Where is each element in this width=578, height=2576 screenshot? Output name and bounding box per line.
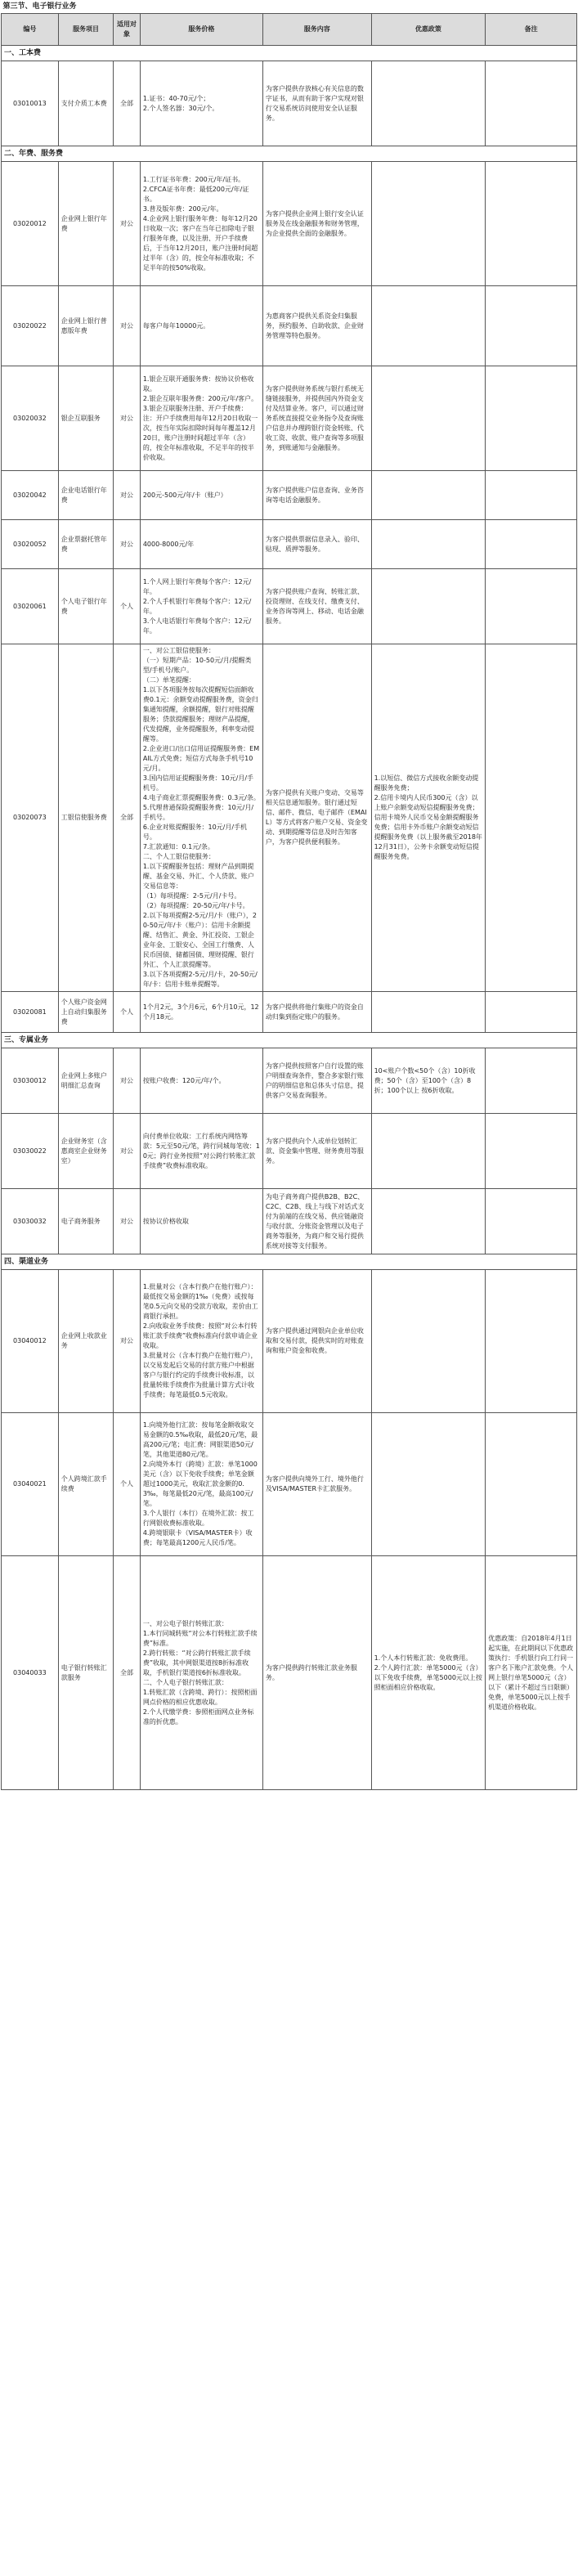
cell-id: 03020022 (2, 286, 59, 366)
cell-id: 03030012 (2, 1048, 59, 1114)
cell-content: 为客户提供向境外工行、境外他行及VISA/MASTER卡汇款服务。 (262, 1413, 371, 1556)
section-label: 四、渠道业务 (2, 1254, 577, 1270)
table-row (2, 61, 577, 146)
cell-service: 企业网上收款业务 (58, 1270, 113, 1413)
cell-policy (371, 569, 486, 644)
cell-service: 个人跨境汇款手续费 (58, 1413, 113, 1556)
cell-policy (371, 1413, 486, 1556)
cell-id: 03040012 (2, 1270, 59, 1413)
cell-service: 工银信使服务费 (58, 644, 113, 992)
cell-id: 03020073 (2, 644, 59, 992)
cell-id: 03020012 (2, 162, 59, 286)
cell-content: 为客户提供票据信息录入、验印、贴现、质押等服务。 (262, 520, 371, 569)
cell-service: 电子商务服务 (58, 1189, 113, 1254)
cell-service: 个人电子银行年费 (58, 569, 113, 644)
fee-table (1, 0, 577, 1790)
cell-content: 为客户提供存放核心有关信息的数字证书，从而有助于客户实现对银行交易系统访问使用安全认证服务。 (262, 61, 371, 146)
cell-target: 对公 (114, 162, 141, 286)
cell-service: 企业电话银行年费 (58, 471, 113, 520)
cell-policy (371, 1270, 486, 1413)
cell-note (486, 1413, 577, 1556)
header-row (2, 14, 577, 46)
cell-service: 企业网上银行年费 (58, 162, 113, 286)
cell-content: 为客户提供财务系统与银行系统无缝链接服务，并提供国内外资金支付及结算业务。客户，可以通过财务系统直接提交业务指令及查询账户信息并办理跨银行资金转账、代收工资、收款、账户查询等多项服务，到账通知与金融服务。 (262, 366, 371, 471)
cell-service: 企业票据托管年费 (58, 520, 113, 569)
table-row (2, 1556, 577, 1790)
table-row (2, 644, 577, 992)
cell-policy (371, 992, 486, 1033)
cell-policy (371, 1189, 486, 1254)
cell-note (486, 644, 577, 992)
cell-service: 企业财务室（含惠商室企业财务室） (58, 1114, 113, 1189)
page-title: 第三节、电子银行业务 (2, 2, 77, 11)
table-row (2, 520, 577, 569)
cell-note: 优惠政策：自2018年4月1日起实施，在此期间以下优惠政策执行：手机银行向工行同一客户名下账户汇款免费。个人网上银行单笔5000元（含）以下（累计不超过当日限额）免费，单笔5000元以上按手机渠道价格收取。 (486, 1556, 577, 1790)
section-row (2, 1254, 577, 1270)
cell-policy (371, 286, 486, 366)
cell-policy (371, 366, 486, 471)
cell-id: 03010013 (2, 61, 59, 146)
cell-target: 个人 (114, 569, 141, 644)
cell-note (486, 992, 577, 1033)
cell-content: 为客户提供账户查询、转账汇款、投资理财、在线支付、缴费支付、业务咨询等网上、移动、电话金融服务。 (262, 569, 371, 644)
header-target: 适用对象 (114, 14, 141, 46)
cell-price: 每客户每年10000元。 (140, 286, 262, 366)
cell-id: 03020052 (2, 520, 59, 569)
cell-content: 为客户提供按照客户自行设置的账户明细查询条件，整合多家银行账户的明细信息和总体头寸信息，提供客户交易查询服务。 (262, 1048, 371, 1114)
cell-target: 全部 (114, 61, 141, 146)
cell-content: 为客户提供有关账户变动、交易等相关信息通知服务。银行通过短信、邮件、微信、电子邮件（EMAIL）等方式将客户账户交易、资金变动、到期提醒等信息及时告知客户，为客户提供便利服务。 (262, 644, 371, 992)
cell-target: 对公 (114, 471, 141, 520)
cell-service: 个人账户资金网上自动归集服务费 (58, 992, 113, 1033)
cell-note (486, 61, 577, 146)
cell-price: 1个月2元，3个月6元，6个月10元，12个月18元。 (140, 992, 262, 1033)
cell-note (486, 520, 577, 569)
cell-policy: 10<账户个数<50个（含）10折收费；50个（含）至100个（含）8折；100个以上 按6折收取。 (371, 1048, 486, 1114)
cell-content: 为客户提供向个人或单位划转汇款、资金集中管理、财务费用等服务。 (262, 1114, 371, 1189)
cell-service: 银企互联服务 (58, 366, 113, 471)
cell-content: 为客户提供将他行集账户的资金自动归集到指定账户的服务。 (262, 992, 371, 1033)
cell-target: 全部 (114, 1556, 141, 1790)
cell-id: 03040033 (2, 1556, 59, 1790)
cell-policy (371, 1114, 486, 1189)
cell-target: 对公 (114, 1270, 141, 1413)
cell-price: 一、对公工银信使服务： （一）短期产品：10-50元/月/提醒类型/手机号/账户。 （二）单笔提醒： 1.以下各项服务按每次提醒短信面额收费0.1元：余额变动提醒服务费，资金归集通知提醒，余额提醒，银行对账提醒服务；贷款提醒服务；理财产品提醒，代发提醒，业务提醒服务，利率变动提醒等。 2.企业进口/出口信用证提醒服务费：EMAIL方式免费；短信方式每条手机号10元/月。 3.国内信用证提醒服务费：10元/月/手机号。 4.电子商业汇票提醒服务费：0.3元/条。 5.代理普通保险提醒服务费：10元/月/手机号。 6.企业对账提醒服务：10元/月/手机号。 7.汇款通知：0.1元/条。 二、个人工银信使服务： 1.以下提醒服务包括：理财产品到期提醒、基金交易、外汇、个人贷款、账户交易信息等： （1）每项提醒：2-5元/月/卡号。 （2）每项提醒：20-50元/年/卡号。 2.以下每项提醒2-5元/月/卡（账户），20-50元/年/卡（账户）：信用卡余额提醒、结售汇、黄金、外汇投资、工银企业年金、工银安心、全国工行缴费、人民币国债、储蓄国债、理财提醒、银行外汇、个人汇款提醒等。 3.以下各项提醒2-5元/月/卡，20-50元/年/卡：信用卡账单提醒等。 (140, 644, 262, 992)
cell-price: 1.银企互联开通服务费：按协议价格收取。 2.银企互联年服务费：200元/年/客户。 3.银企互联服务注册、开户手续费：注：开户手续费用每年12月20日收取一次，按当年实际扣除时间每年覆盖12月20日，账户注册时间超过半年（含）的，按全年标准收取，不足半年的按半价收取。 (140, 366, 262, 471)
table-row (2, 1114, 577, 1189)
table-row (2, 1048, 577, 1114)
section-label: 二、年费、服务费 (2, 146, 577, 162)
cell-price: 1.工行证书年费：200元/年/证书。 2.CFCA证书年费：最低200元/年/证书。 3.普及版年费：200元/年。 4.企业网上银行服务年费：每年12月20日收取一次；客户在当年已扣除电子银行服务年费，以及注册、开户手续费后，于当年12月20日，账户注册时间超过半年（含）的，按全年标准收取；不足半年的按50%收取。 (140, 162, 262, 286)
cell-policy: 1.以短信、微信方式接收余额变动提醒服务免费； 2.信用卡境内人民币300元（含）以上账户余额变动短信提醒服务免费；信用卡境外人民币交易金额提醒服务免费；信用卡外币账户余额变动短信提醒服务免费（以上服务截至2018年12月31日），公务卡余额变动短信提醒服务免费。 (371, 644, 486, 992)
header-id: 编号 (2, 14, 59, 46)
cell-id: 03020061 (2, 569, 59, 644)
section-row (2, 46, 577, 61)
table-row (2, 1270, 577, 1413)
cell-price: 1.个人网上银行年费每个客户：12元/年。 2.个人手机银行年费每个客户：12元/年。 3.个人电话银行年费每个客户：12元/年。 (140, 569, 262, 644)
cell-price: 4000-8000元/年 (140, 520, 262, 569)
cell-content: 为惠商客户提供关系资金归集服务，预约服务、自助收款、企业财务管理等特色服务。 (262, 286, 371, 366)
cell-note (486, 286, 577, 366)
cell-price: 1.证书：40-70元/个； 2.个人签名器：30元/个。 (140, 61, 262, 146)
cell-policy (371, 162, 486, 286)
cell-price: 按账户收费：120元/年/个。 (140, 1048, 262, 1114)
cell-service: 企业网上银行普惠版年费 (58, 286, 113, 366)
cell-service: 企业网上多账户明细汇总查询 (58, 1048, 113, 1114)
cell-id: 03040021 (2, 1413, 59, 1556)
cell-target: 对公 (114, 1048, 141, 1114)
page-title-row (2, 0, 577, 14)
cell-price: 1.批量对公（含本行换户在他行账户）：最低按交易金额的1‰（免费）或按每笔0.5元向交易的受款方收取，差价由工商银行承担。 2.向收取业务手续费：按照“对公本行转账汇款手续费”收费标准向付款申请企业收取。 3.批量对公（含本行换户在他行账户），以交易发起后交易的付款方账户中根据客户与银行约定的手续费计收标准，以批量转账手续费作为批量计算方式计收手续费；每笔最低0.5元收取。 (140, 1270, 262, 1413)
table-row (2, 366, 577, 471)
cell-price: 一、对公电子银行转账汇款： 1.本行同城转账“对公本行转账汇款手续费”标准。 2.跨行转账：“对公跨行转账汇款手续费”收取，其中网银渠道按8折标准收取，手机银行渠道按6折标准收取。 二、个人电子银行转账汇款： 1.转账汇款（含跨境、跨行）：按照柜面网点价格的相应优惠收取。 2.个人代缴学费：参照柜面网点业务标准的折优惠。 (140, 1556, 262, 1790)
cell-note (486, 1114, 577, 1189)
cell-target: 对公 (114, 1189, 141, 1254)
table-row (2, 286, 577, 366)
cell-target: 全部 (114, 644, 141, 992)
header-content: 服务内容 (262, 14, 371, 46)
cell-policy (371, 471, 486, 520)
cell-note (486, 1048, 577, 1114)
cell-target: 对公 (114, 520, 141, 569)
cell-content: 为客户提供通过网银向企业单位收取和交易付款，提供实时的对账查询和账户资金和收费。 (262, 1270, 371, 1413)
cell-id: 03030032 (2, 1189, 59, 1254)
section-label: 三、专属业务 (2, 1033, 577, 1048)
cell-note (486, 162, 577, 286)
cell-note (486, 1270, 577, 1413)
cell-content: 为客户提供账户信息查询、业务咨询等电话金融服务。 (262, 471, 371, 520)
cell-id: 03020032 (2, 366, 59, 471)
cell-note (486, 569, 577, 644)
cell-policy (371, 520, 486, 569)
table-row (2, 471, 577, 520)
table-row (2, 162, 577, 286)
cell-target: 个人 (114, 1413, 141, 1556)
section-row (2, 1033, 577, 1048)
cell-target: 对公 (114, 366, 141, 471)
cell-content: 为电子商务商户提供B2B、B2C、C2C、C2B、线上与线下对话式支付为前端的在线交易、供应链融资与收付款、分账资金管理以及电子商务等服务，为商户和交易行提供系统对接等支付服务。 (262, 1189, 371, 1254)
cell-content: 为客户提供企业网上银行安全认证服务及在线金融服务和财务管理，为企业提供全面的金融服务。 (262, 162, 371, 286)
header-note: 备注 (486, 14, 577, 46)
cell-price: 200元-500元/年/卡（账户） (140, 471, 262, 520)
table-row (2, 569, 577, 644)
cell-policy (371, 61, 486, 146)
section-label: 一、工本费 (2, 46, 577, 61)
section-row (2, 146, 577, 162)
table-row (2, 992, 577, 1033)
header-service: 服务项目 (58, 14, 113, 46)
cell-target: 对公 (114, 286, 141, 366)
cell-price: 向付费单位收取：工行系统内网络筹款：5元至50元/笔，跨行同城每笔收：10元；跨行业务按照“对公跨行转账汇款手续费”收费标准收取。 (140, 1114, 262, 1189)
cell-target: 个人 (114, 992, 141, 1033)
cell-id: 03030022 (2, 1114, 59, 1189)
cell-note (486, 366, 577, 471)
cell-service: 电子银行转账汇款服务 (58, 1556, 113, 1790)
cell-service: 支付介质工本费 (58, 61, 113, 146)
cell-note (486, 1189, 577, 1254)
cell-id: 03020042 (2, 471, 59, 520)
header-price: 服务价格 (140, 14, 262, 46)
cell-price: 按协议价格收取 (140, 1189, 262, 1254)
table-row (2, 1413, 577, 1556)
cell-content: 为客户提供跨行转账汇款业务服务。 (262, 1556, 371, 1790)
cell-price: 1.向境外他行汇款：按每笔金额收取交易金额的0.5‰收取，最低20元/笔，最高200元/笔；电汇费：网银渠道50元/笔，其他渠道80元/笔。 2.向境外本行（跨境）汇款：单笔1000美元（含）以下免收手续费；单笔金额超过1000美元，收取汇款金额的0.3‰，每笔最低20元/笔，最高100元/笔。 3.个人银行（本行）在境外汇款：按工行网银收费标准收取。 4.跨境银联卡（VISA/MASTER卡）收费；每笔最高1200元人民币/笔。 (140, 1413, 262, 1556)
cell-target: 对公 (114, 1114, 141, 1189)
cell-policy: 1.个人本行转账汇款：免收费用。 2.个人跨行汇款：单笔5000元（含）以下免收手续费，单笔5000元以上按照柜面相应价格收取。 (371, 1556, 486, 1790)
header-policy: 优惠政策 (371, 14, 486, 46)
cell-note (486, 471, 577, 520)
table-row (2, 1189, 577, 1254)
cell-id: 03020081 (2, 992, 59, 1033)
